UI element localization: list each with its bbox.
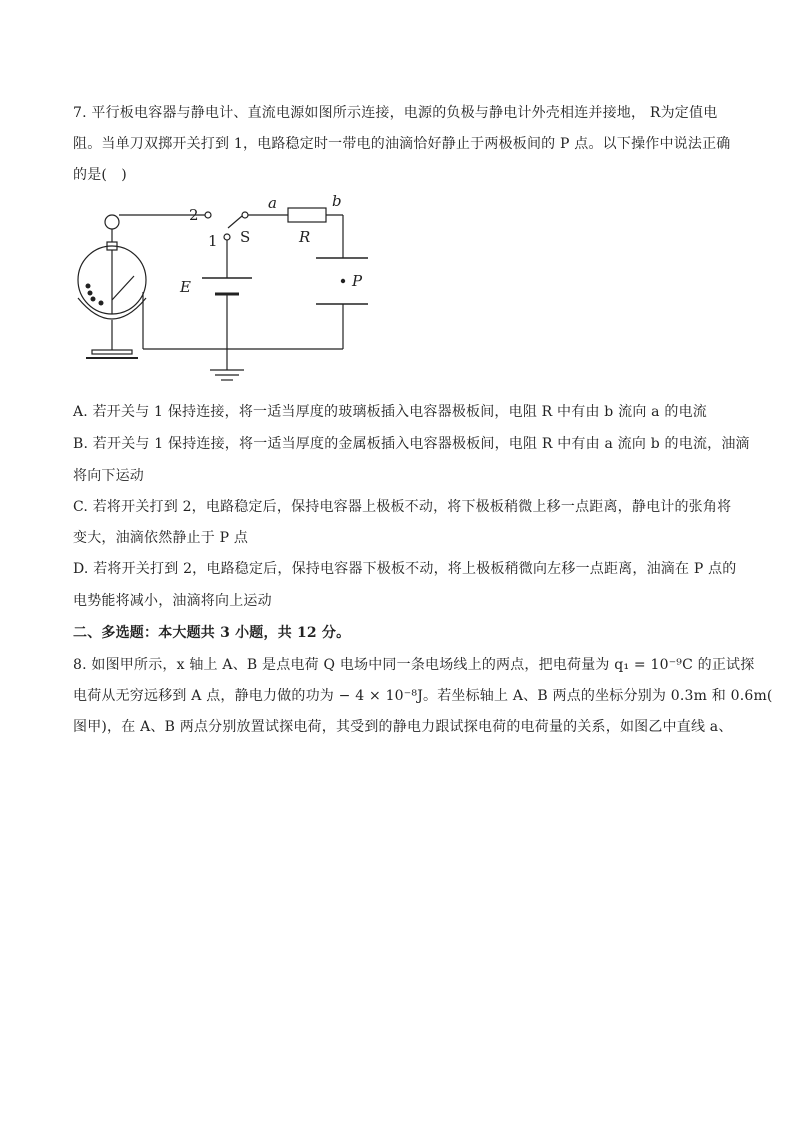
circuit-figure [70, 190, 370, 390]
section-2-title: 二、多选题：本大题共 3 小题，共 12 分。 [73, 625, 351, 641]
label-E: E [180, 278, 191, 296]
electrometer-knob [105, 215, 119, 229]
switch-blade [228, 216, 242, 228]
q7-text-line-3: 的是( ) [73, 167, 127, 183]
q7-option-b-line-1: B. 若开关与 1 保持连接，将一适当厚度的金属板插入电容器极板间，电阻 R 中有由 a 流向 b 的电流，油滴 [73, 436, 750, 452]
oil-drop-P [341, 279, 345, 283]
label-b: b [332, 192, 342, 210]
q8-text-line-1: 8. 如图甲所示，x 轴上 A、B 是点电荷 Q 电场中同一条电场线上的两点，把电荷量为 q₁ = 10⁻⁹C 的正试探 [73, 657, 755, 673]
label-a: a [268, 194, 277, 212]
q7-text-line-1: 7. 平行板电容器与静电计、直流电源如图所示连接，电源的负极与静电计外壳相连并接地， R为定值电 [73, 105, 718, 121]
q7-option-a: A. 若开关与 1 保持连接，将一适当厚度的玻璃板插入电容器极板间，电阻 R 中有由 b 流向 a 的电流 [73, 404, 707, 420]
q7-option-d-line-2: 电势能将减小，油滴将向上运动 [73, 593, 272, 609]
switch-terminal-2 [205, 212, 211, 218]
q7-text-line-2: 阻。当单刀双掷开关打到 1，电路稳定时一带电的油滴恰好静止于两极板间的 P 点。以下操作中说法正确 [73, 136, 731, 152]
q7-option-c-line-2: 变大，油滴依然静止于 P 点 [73, 530, 249, 546]
q7-option-b-line-2: 将向下运动 [73, 468, 144, 484]
label-1: 1 [208, 232, 218, 250]
q7-option-c-line-1: C. 若将开关打到 2，电路稳定后，保持电容器上极板不动，将下极板稍微上移一点距离，静电计的张角将 [73, 499, 732, 515]
q7-option-d-line-1: D. 若将开关打到 2，电路稳定后，保持电容器下极板不动，将上极板稍微向左移一点距离，油滴在 P 点的 [73, 561, 737, 577]
label-R: R [299, 228, 311, 246]
resistor-R [288, 208, 326, 222]
switch-pivot [242, 212, 248, 218]
q8-text-line-2: 电荷从无穷远移到 A 点，静电力做的功为 − 4 × 10⁻⁸J。若坐标轴上 A、B 两点的坐标分别为 0.3m 和 0.6m( [73, 688, 773, 704]
label-P: P [352, 272, 363, 290]
electrometer-needle [112, 276, 134, 300]
switch-terminal-1 [224, 234, 230, 240]
label-S: S [240, 228, 251, 246]
label-2: 2 [189, 206, 199, 224]
q8-text-line-3: 图甲)，在 A、B 两点分别放置试探电荷，其受到的静电力跟试探电荷的电荷量的关系，如图乙中直线 a、 [73, 719, 733, 735]
